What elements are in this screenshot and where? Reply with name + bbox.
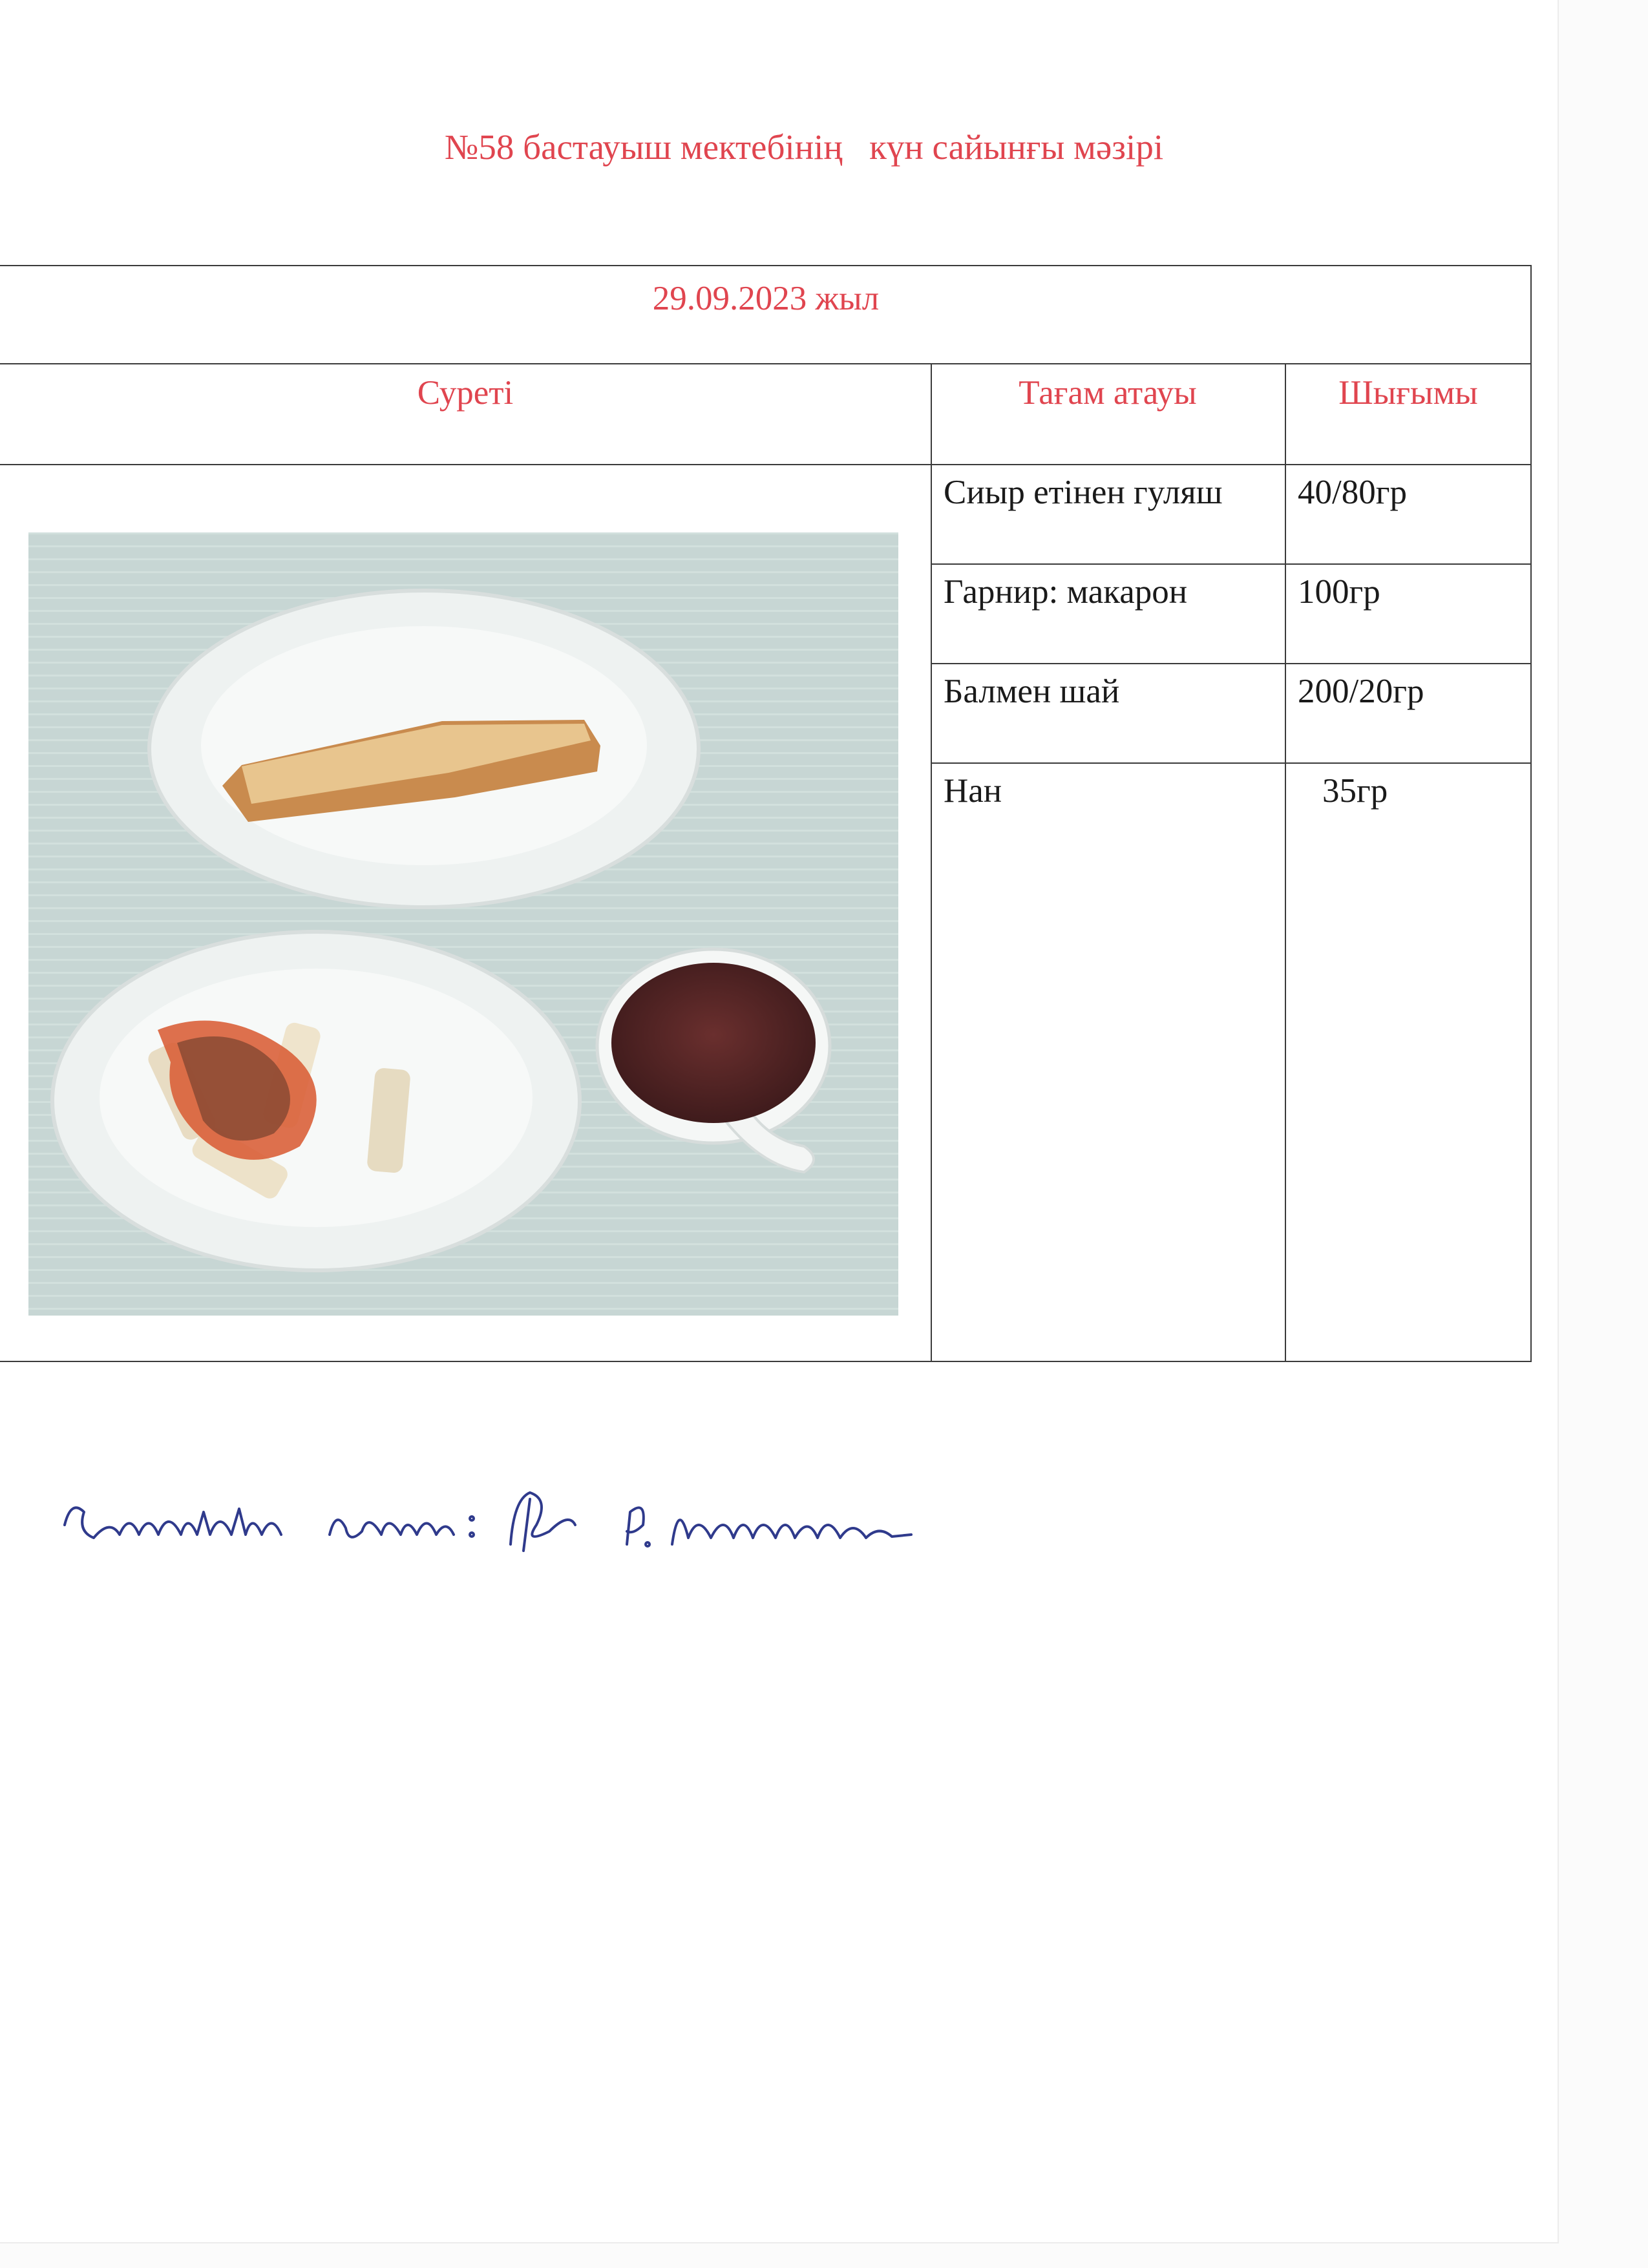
dish-yield-4: 35гр bbox=[1322, 772, 1388, 810]
page-title: №58 бастауыш мектебінің күн сайынғы мәзірі bbox=[444, 127, 1164, 167]
table-bottom-border bbox=[0, 1361, 1532, 1362]
row-2-bottom-border bbox=[931, 663, 1532, 664]
table-right-border bbox=[1530, 265, 1532, 1362]
table-top-border bbox=[0, 265, 1532, 266]
menu-date: 29.09.2023 жыл bbox=[652, 280, 880, 317]
food-photo bbox=[28, 532, 898, 1316]
row-1-bottom-border bbox=[931, 563, 1532, 565]
dish-name-2: Гарнир: макарон bbox=[944, 573, 1188, 611]
dish-name-4: Нан bbox=[944, 772, 1002, 810]
header-dish: Тағам атауы bbox=[1019, 374, 1197, 412]
date-row-bottom-border bbox=[0, 363, 1532, 364]
dish-column-divider bbox=[1285, 363, 1286, 1362]
dish-name-3: Балмен шай bbox=[944, 673, 1120, 710]
dish-yield-1: 40/80гр bbox=[1298, 474, 1407, 511]
header-row-bottom-border bbox=[0, 464, 1532, 465]
photo-column-divider bbox=[931, 363, 932, 1362]
row-3-bottom-border bbox=[931, 762, 1532, 764]
dish-yield-3: 200/20гр bbox=[1298, 673, 1424, 710]
header-yield: Шығымы bbox=[1338, 374, 1478, 412]
menu-table bbox=[0, 265, 1532, 1362]
header-photo: Суреті bbox=[417, 374, 514, 412]
signature-line bbox=[58, 1473, 1196, 1570]
dish-yield-2: 100гр bbox=[1298, 573, 1380, 611]
dish-name-1: Сиыр етінен гуляш bbox=[944, 474, 1223, 511]
